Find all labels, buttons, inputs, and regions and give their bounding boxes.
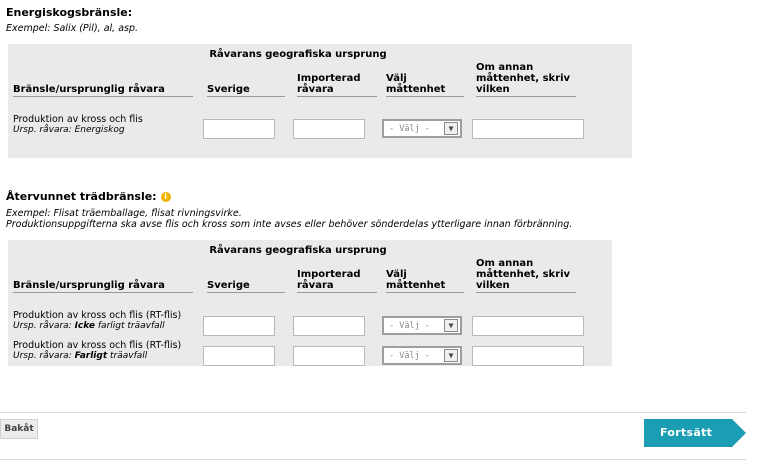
section-title-text: Återvunnet trädbränsle:: [6, 190, 157, 203]
table-row-label: [13, 341, 208, 361]
table-row-label: [13, 311, 208, 331]
other-unit-input[interactable]: [472, 346, 584, 366]
geo-origin-header: Råvarans geografiska ursprung: [209, 49, 387, 60]
origin-suffix: träavfall: [107, 351, 148, 361]
col-header-sweden: Sverige: [207, 280, 285, 293]
col-header-sweden: Sverige: [207, 84, 285, 97]
sweden-input[interactable]: [203, 119, 275, 139]
nav-divider-top: [0, 412, 746, 413]
fuel-table-panel-energiskog: [8, 44, 632, 158]
other-unit-input[interactable]: [472, 119, 584, 139]
fuel-table-panel-atervunnet: [8, 240, 612, 366]
section-title-atervunnet: [6, 190, 171, 203]
col-header-other-unit: Om annan måttenhet, skriv vilken: [476, 62, 576, 97]
col-header-unit: Välj måttenhet: [386, 73, 464, 97]
chevron-down-icon[interactable]: ▼: [444, 122, 458, 135]
origin-bold: Farligt: [74, 351, 108, 361]
geo-origin-header: Råvarans geografiska ursprung: [209, 245, 387, 256]
col-header-fuel: Bränsle/ursprunglig råvara: [13, 84, 193, 97]
section-example-energiskog: Exempel: Salix (Pil), al, asp.: [6, 23, 139, 34]
chevron-down-icon[interactable]: ▼: [444, 349, 458, 362]
section-title-energiskog: Energiskogsbränsle:: [6, 6, 133, 19]
imported-input[interactable]: [293, 346, 365, 366]
continue-button[interactable]: [644, 419, 746, 447]
other-unit-input[interactable]: [472, 316, 584, 336]
back-button[interactable]: Bakåt: [0, 419, 38, 439]
section-note-atervunnet: Produktionsuppgifterna ska avse flis och kross som inte avses eller behöver sönderdelas ytterligare innan förbränning.: [6, 219, 573, 230]
unit-select-value: - Välj -: [389, 124, 430, 134]
col-header-imported: Importerad råvara: [297, 73, 377, 97]
row-label-production: Produktion av kross och flis (RT-flis): [13, 310, 182, 321]
info-icon[interactable]: i: [161, 192, 171, 202]
unit-select[interactable]: [382, 119, 462, 138]
col-header-other-unit: Om annan måttenhet, skriv vilken: [476, 258, 576, 293]
col-header-fuel: Bränsle/ursprunglig råvara: [13, 280, 193, 293]
continue-button-label: Fortsätt: [660, 426, 713, 439]
chevron-down-icon[interactable]: ▼: [444, 319, 458, 332]
imported-input[interactable]: [293, 119, 365, 139]
unit-select-value: - Välj -: [389, 351, 430, 361]
unit-select[interactable]: [382, 316, 462, 335]
section-example-atervunnet: Exempel: Flisat träemballage, flisat rivningsvirke.: [6, 208, 242, 219]
unit-select[interactable]: [382, 346, 462, 365]
origin-prefix: Ursp. råvara:: [13, 351, 75, 361]
imported-input[interactable]: [293, 316, 365, 336]
row-label-origin: [13, 321, 165, 331]
row-label-production: Produktion av kross och flis (RT-flis): [13, 340, 182, 351]
nav-divider-bottom: [0, 459, 746, 460]
col-header-unit: Välj måttenhet: [386, 269, 464, 293]
origin-bold: Icke: [74, 321, 96, 331]
row-label-origin: [13, 351, 147, 361]
unit-select-value: - Välj -: [389, 321, 430, 331]
table-row-label: [13, 115, 203, 135]
row-label-origin: Ursp. råvara: Energiskog: [13, 125, 125, 135]
sweden-input[interactable]: [203, 346, 275, 366]
origin-suffix: farligt träavfall: [95, 321, 165, 331]
sweden-input[interactable]: [203, 316, 275, 336]
col-header-imported: Importerad råvara: [297, 269, 377, 293]
origin-prefix: Ursp. råvara:: [13, 321, 75, 331]
row-label-production: Produktion av kross och flis: [13, 114, 143, 125]
